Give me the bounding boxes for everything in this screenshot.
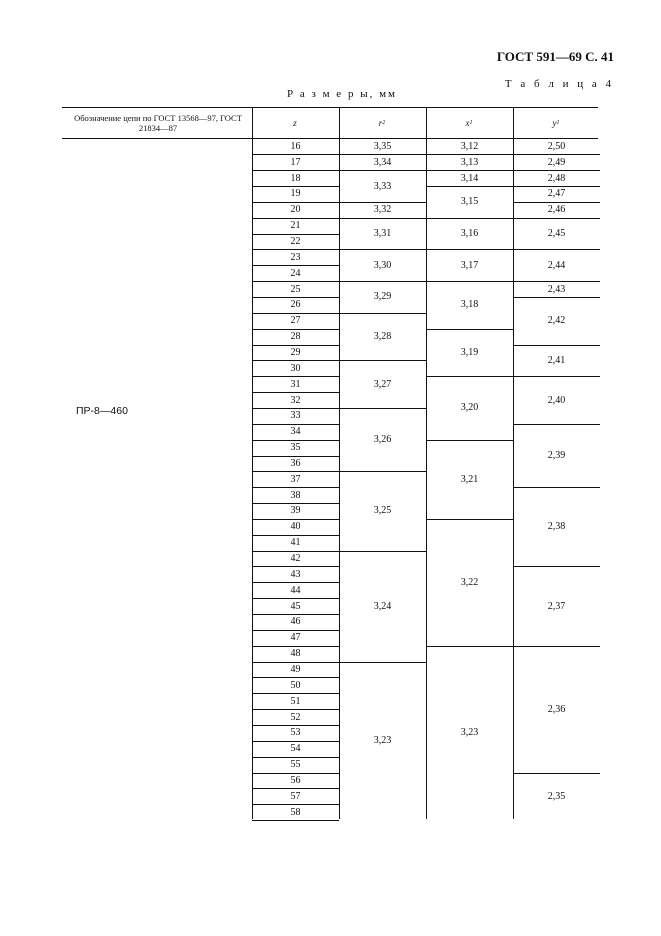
- y1-cell: 2,42: [547, 315, 566, 327]
- z-cell: 50: [290, 679, 301, 691]
- z-cell: 17: [290, 156, 301, 168]
- x1-cell: 3,16: [460, 228, 479, 240]
- z-cell: 24: [290, 267, 301, 279]
- z-cell: 46: [290, 616, 301, 628]
- r2-cell: 3,26: [373, 434, 392, 446]
- z-cell: 28: [290, 331, 301, 343]
- y1-cell: 2,35: [547, 790, 566, 802]
- header-x1-label: x: [465, 117, 470, 128]
- z-cell: 36: [290, 457, 301, 469]
- z-cell: 43: [290, 568, 301, 580]
- x1-cell: 3,19: [460, 346, 479, 358]
- z-cell: 27: [290, 315, 301, 327]
- z-cell: 33: [290, 410, 301, 422]
- z-cell: 16: [290, 140, 301, 152]
- y1-cell: 2,49: [547, 156, 566, 168]
- header-r2: [339, 108, 425, 138]
- z-cell: 30: [290, 362, 301, 374]
- z-row-rule: [252, 820, 339, 821]
- header-y1-label: y: [552, 117, 557, 128]
- z-cell: 49: [290, 663, 301, 675]
- z-cell: 57: [290, 790, 301, 802]
- z-cell: 20: [290, 204, 301, 216]
- z-cell: 42: [290, 553, 301, 565]
- z-cell: 29: [290, 346, 301, 358]
- z-cell: 58: [290, 806, 301, 818]
- x1-cell: 3,13: [460, 156, 479, 168]
- z-cell: 19: [290, 188, 301, 200]
- y1-cell: 2,47: [547, 188, 566, 200]
- y1-cell: 2,48: [547, 172, 566, 184]
- z-cell: 38: [290, 489, 301, 501]
- z-cell: 25: [290, 283, 301, 295]
- x1-cell: 3,23: [460, 727, 479, 739]
- r2-cell: 3,33: [373, 180, 392, 192]
- header-y1-sub: 1: [556, 120, 560, 126]
- dimensions-note: Р а з м е р ы, мм: [287, 88, 398, 100]
- z-cell: 23: [290, 251, 301, 263]
- x1-cell: 3,17: [460, 259, 479, 271]
- header-r2-label: r: [378, 117, 383, 128]
- y1-cell: 2,50: [547, 140, 566, 152]
- z-cell: 53: [290, 727, 301, 739]
- z-cell: 48: [290, 648, 301, 660]
- z-cell: 47: [290, 632, 301, 644]
- r2-cell: 3,30: [373, 259, 392, 271]
- z-cell: 52: [290, 711, 301, 723]
- z-cell: 18: [290, 172, 301, 184]
- r2-cell: 3,27: [373, 378, 392, 390]
- x1-cell: 3,15: [460, 196, 479, 208]
- x1-cell: 3,21: [460, 473, 479, 485]
- z-cell: 21: [290, 220, 301, 232]
- r2-cell: 3,28: [373, 331, 392, 343]
- z-cell: 35: [290, 442, 301, 454]
- y1-cell: 2,46: [547, 204, 566, 216]
- chain-designation: ПР-8—460: [76, 405, 128, 417]
- header-r2-sub: 2: [382, 120, 386, 126]
- header-y1: [513, 108, 599, 138]
- z-cell: 40: [290, 521, 301, 533]
- z-cell: 34: [290, 426, 301, 438]
- y1-cell: 2,37: [547, 600, 566, 612]
- y1-cell: 2,36: [547, 703, 566, 715]
- x1-cell: 3,14: [460, 172, 479, 184]
- z-cell: 37: [290, 473, 301, 485]
- z-cell: 32: [290, 394, 301, 406]
- x1-cell: 3,22: [460, 576, 479, 588]
- r2-cell: 3,25: [373, 505, 392, 517]
- r2-cell: 3,23: [373, 735, 392, 747]
- r2-cell: 3,32: [373, 204, 392, 216]
- y1-cell: 2,39: [547, 449, 566, 461]
- z-cell: 22: [290, 236, 301, 248]
- y1-cell: 2,40: [547, 394, 566, 406]
- z-cell: 55: [290, 759, 301, 771]
- header-x1-sub: 1: [469, 120, 473, 126]
- x1-cell: 3,12: [460, 140, 479, 152]
- header-z: z: [293, 117, 297, 128]
- z-cell: 51: [290, 695, 301, 707]
- z-cell: 45: [290, 600, 301, 612]
- r2-cell: 3,24: [373, 600, 392, 612]
- y1-cell: 2,38: [547, 521, 566, 533]
- z-cell: 31: [290, 378, 301, 390]
- y1-cell: 2,45: [547, 228, 566, 240]
- x1-cell: 3,18: [460, 299, 479, 311]
- r2-cell: 3,31: [373, 228, 392, 240]
- header-x1: [426, 108, 512, 138]
- z-cell: 39: [290, 505, 301, 517]
- z-cell: 41: [290, 537, 301, 549]
- page-header: ГОСТ 591—69 С. 41: [496, 49, 614, 64]
- r2-cell: 3,29: [373, 291, 392, 303]
- z-cell: 54: [290, 743, 301, 755]
- z-cell: 56: [290, 774, 301, 786]
- y1-cell: 2,41: [547, 354, 566, 366]
- y1-cell: 2,44: [547, 259, 566, 271]
- z-cell: 26: [290, 299, 301, 311]
- r2-cell: 3,35: [373, 140, 392, 152]
- x1-cell: 3,20: [460, 402, 479, 414]
- header-designation: Обозначение цепи по ГОСТ 13568—97, ГОСТ 21834—87: [74, 112, 242, 133]
- y1-cell: 2,43: [547, 283, 566, 295]
- z-cell: 44: [290, 584, 301, 596]
- table-number: Т а б л и ц а 4: [504, 78, 614, 90]
- r2-cell: 3,34: [373, 156, 392, 168]
